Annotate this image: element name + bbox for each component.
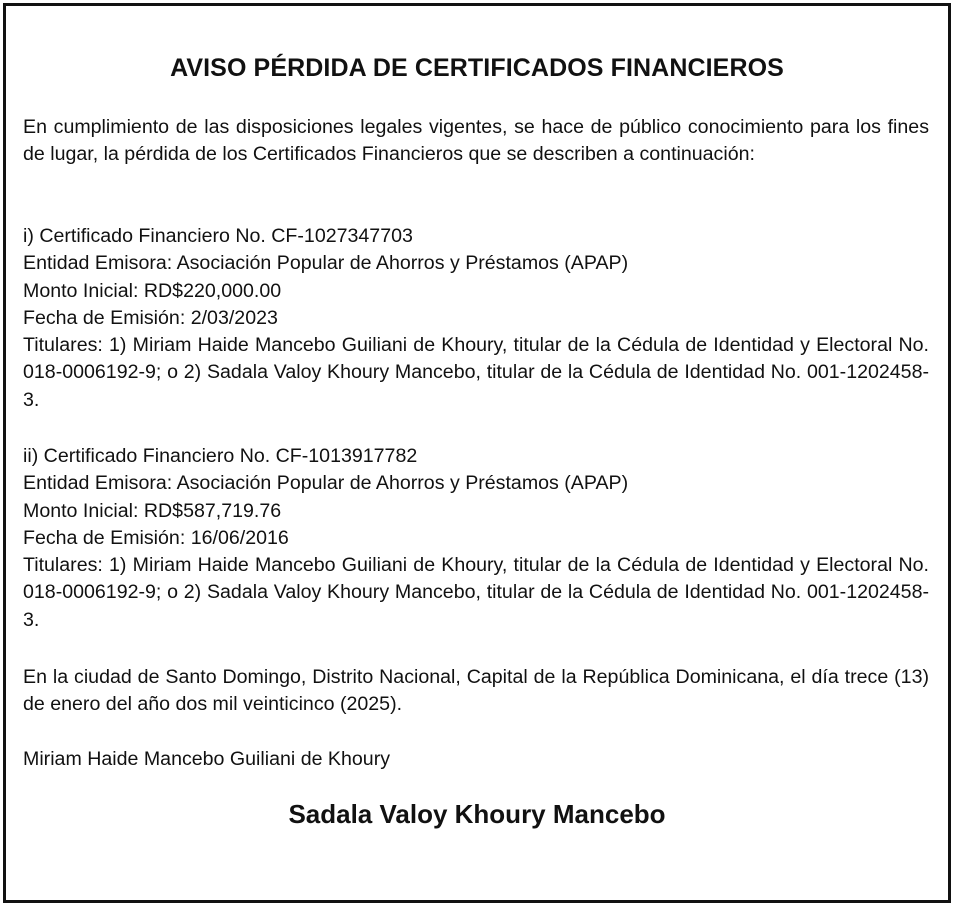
signatory-1 <box>23 746 929 773</box>
certificate-block-1 <box>23 223 929 414</box>
certificate-2-issuer: Entidad Emisora: Asociación Popular de Ahorros y Préstamos (APAP) <box>23 472 629 495</box>
certificate-block-2 <box>23 443 929 634</box>
certificate-2-amount: Monto Inicial: RD$587,719.76 <box>23 499 282 522</box>
intro-paragraph <box>23 114 929 169</box>
notice-title: AVISO PÉRDIDA DE CERTIFICADOS FINANCIEROS <box>170 54 784 82</box>
closing-text: En la ciudad de Santo Domingo, Distrito Nacional, Capital de la República Dominicana, el día trece (13) de enero del año dos mil veinticinco (2025). <box>23 666 929 716</box>
certificate-1-amount: Monto Inicial: RD$220,000.00 <box>23 279 282 302</box>
certificate-2-issue-date: Fecha de Emisión: 16/06/2016 <box>23 526 289 549</box>
notice-frame <box>3 3 951 903</box>
certificate-2-holders: Titulares: 1) Miriam Haide Mancebo Guiliani de Khoury, titular de la Cédula de Identidad y Electoral No. 018-0006192-9; o 2) Sadala Valoy Khoury Mancebo, titular de la Cédula de Identidad No. 001-1202458-3. <box>23 554 929 631</box>
certificate-1-holders: Titulares: 1) Miriam Haide Mancebo Guiliani de Khoury, titular de la Cédula de Identidad y Electoral No. 018-0006192-9; o 2) Sadala Valoy Khoury Mancebo, titular de la Cédula de Identidad No. 001-1202458-3. <box>23 334 929 411</box>
certificate-1-issue-date: Fecha de Emisión: 2/03/2023 <box>23 306 278 329</box>
certificate-2-number: ii) Certificado Financiero No. CF-1013917782 <box>23 445 418 467</box>
certificate-1-issuer: Entidad Emisora: Asociación Popular de Ahorros y Préstamos (APAP) <box>23 252 629 275</box>
intro-text: En cumplimiento de las disposiciones legales vigentes, se hace de público conocimiento para los fines de lugar, la pérdida de los Certificados Financieros que se describen a continuación: <box>23 116 929 166</box>
closing-paragraph <box>23 664 929 719</box>
signatory-2-name: Sadala Valoy Khoury Mancebo <box>288 799 666 829</box>
certificate-1-number: i) Certificado Financiero No. CF-1027347703 <box>23 225 413 247</box>
signatory-1-name: Miriam Haide Mancebo Guiliani de Khoury <box>23 748 391 770</box>
